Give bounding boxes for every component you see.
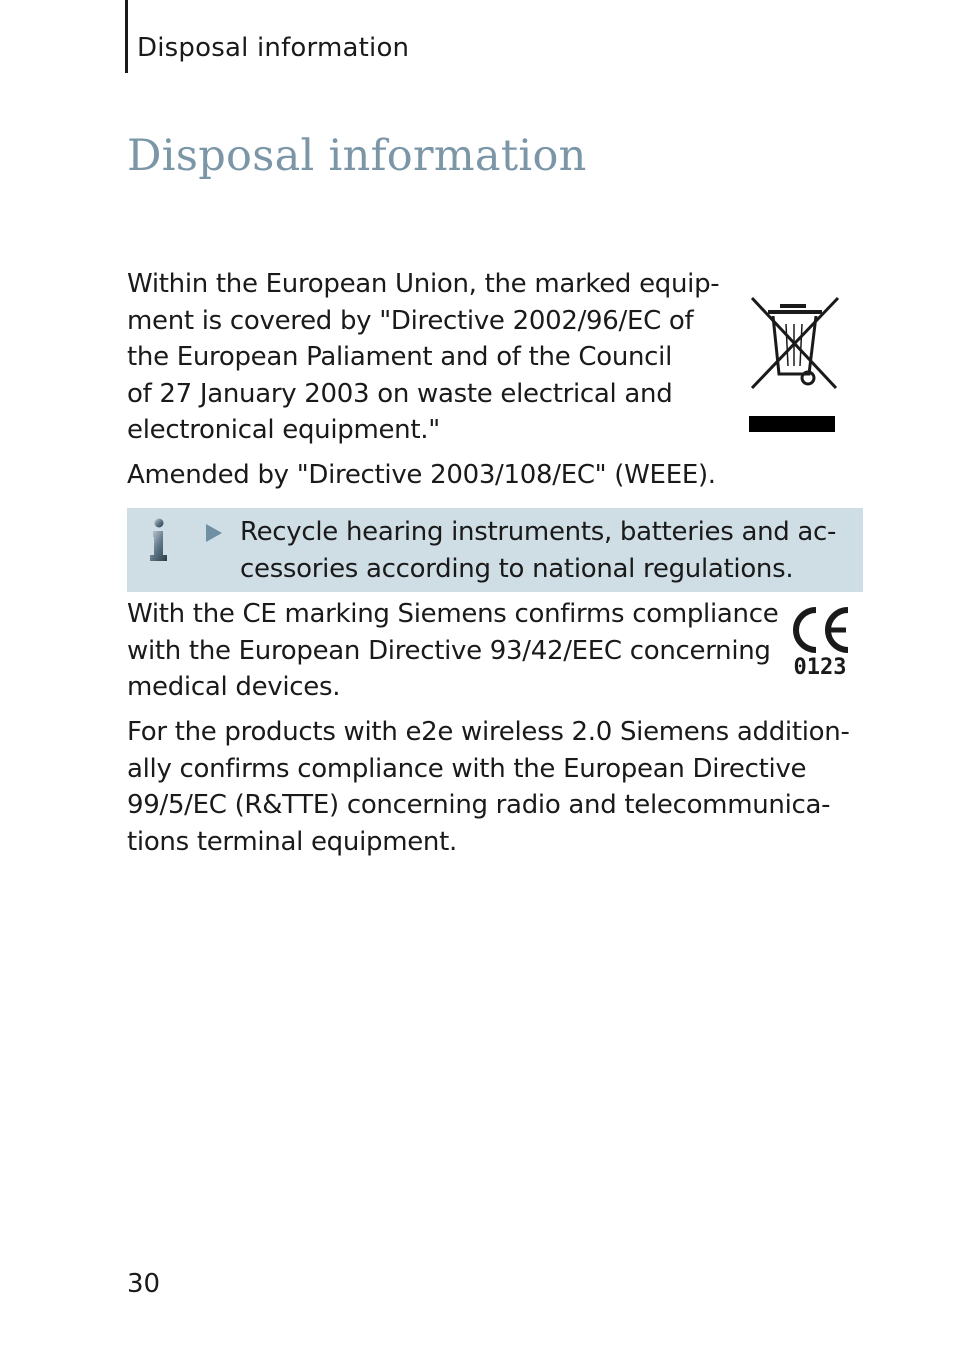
info-box (127, 508, 863, 592)
crossed-out-wheelie-bin-icon (746, 294, 844, 436)
rtte-line: 99/5/EC (R&TTE) concerning radio and telecommunica- (127, 790, 831, 820)
ce-number: 0123 (793, 655, 847, 678)
info-text (240, 514, 836, 587)
info-icon (147, 518, 171, 562)
page-title: Disposal information (127, 131, 587, 181)
rtte-line: ally confirms compliance with the European Directive (127, 753, 807, 784)
amended-paragraph: Amended by "Directive 2003/108/EC" (WEEE). (127, 460, 716, 490)
rtte-line: tions terminal equipment. (127, 826, 457, 857)
triangle-bullet-icon (205, 523, 223, 543)
rtte-line: For the products with e2e wireless 2.0 Siemens addition- (127, 717, 850, 747)
info-line: cessories according to national regulations. (240, 553, 794, 584)
ce-line: With the CE marking Siemens confirms compliance (127, 599, 779, 629)
ce-line: medical devices. (127, 672, 341, 702)
weee-line: Within the European Union, the marked equip- (127, 269, 720, 299)
running-header: Disposal information (137, 33, 410, 63)
header-rule (125, 0, 128, 73)
weee-line: of 27 January 2003 on waste electrical and (127, 378, 673, 409)
ce-line: with the European Directive 93/42/EEC concerning (127, 635, 771, 666)
weee-line: ment is covered by "Directive 2002/96/EC of (127, 305, 694, 336)
rtte-paragraph (127, 714, 850, 860)
page-number: 30 (127, 1269, 161, 1299)
weee-line: electronical equipment." (127, 415, 440, 445)
info-line: Recycle hearing instruments, batteries and ac- (240, 517, 837, 547)
weee-paragraph (127, 266, 719, 449)
ce-mark-icon (786, 604, 854, 678)
ce-paragraph (127, 596, 778, 706)
weee-line: the European Paliament and of the Council (127, 342, 673, 372)
